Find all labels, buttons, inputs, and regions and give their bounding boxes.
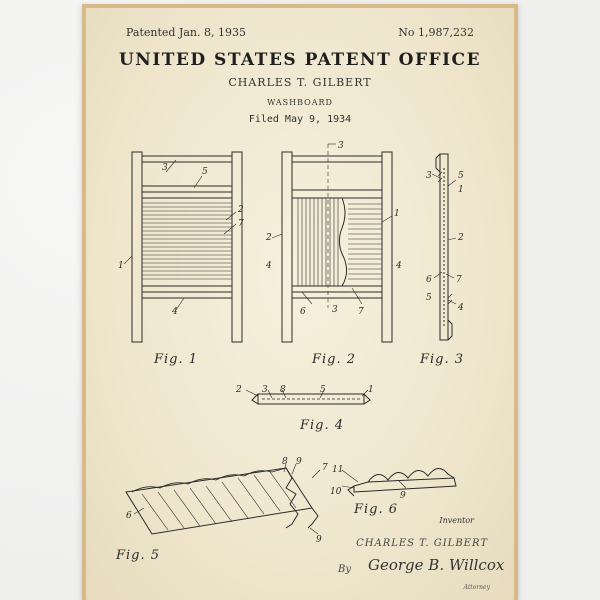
- ref-numeral: 4: [458, 303, 464, 313]
- inventor-heading: CHARLES T. GILBERT: [228, 76, 372, 89]
- ref-numeral: 6: [300, 307, 306, 317]
- ref-numeral: 8: [280, 385, 286, 395]
- ref-numeral: 7: [456, 275, 462, 285]
- fig4-label: Fig. 4: [300, 418, 345, 433]
- ref-numeral: 7: [238, 219, 244, 229]
- inventor-label: Inventor: [439, 516, 474, 525]
- ref-numeral: 7: [322, 463, 328, 473]
- ref-numeral: 3: [338, 141, 344, 151]
- ref-numeral: 8: [282, 457, 288, 467]
- ref-numeral: 4: [172, 307, 178, 317]
- ref-numeral: 3: [332, 305, 338, 315]
- fig1-label: Fig. 1: [154, 352, 199, 367]
- office-title: UNITED STATES PATENT OFFICE: [118, 50, 482, 70]
- invention-title: WASHBOARD: [267, 98, 333, 107]
- ref-numeral: 10: [330, 487, 342, 497]
- ref-numeral: 1: [458, 185, 464, 195]
- ref-numeral: 11: [332, 465, 344, 475]
- ref-numeral: 5: [426, 293, 432, 303]
- fig6-label: Fig. 6: [354, 502, 399, 517]
- ref-numeral: 2: [236, 385, 242, 395]
- ref-numeral: 9: [316, 535, 322, 545]
- ref-numeral: 9: [296, 457, 302, 467]
- fig1-washboard-front: [132, 152, 242, 342]
- fig2-label: Fig. 2: [312, 352, 357, 367]
- fig5-corrugated-sheet: [126, 468, 318, 534]
- ref-numeral: 4: [266, 261, 272, 271]
- ref-numeral: 5: [320, 385, 326, 395]
- fig3-side-view: [436, 154, 452, 340]
- ref-numeral: 3: [162, 163, 168, 173]
- ref-numeral: 1: [394, 209, 400, 219]
- ref-numeral: 5: [202, 167, 208, 177]
- ref-numeral: 6: [426, 275, 432, 285]
- ref-numeral: 3: [426, 171, 432, 181]
- ref-numeral: 5: [458, 171, 464, 181]
- by-label: By: [338, 564, 351, 575]
- ref-numeral: 2: [458, 233, 464, 243]
- attorney-label: Attorney: [463, 584, 490, 591]
- ref-numeral: 2: [238, 205, 244, 215]
- fig3-label: Fig. 3: [420, 352, 465, 367]
- ref-numeral: 6: [126, 511, 132, 521]
- ref-numeral: 4: [396, 261, 402, 271]
- ref-numeral: 2: [266, 233, 272, 243]
- patent-drawings: [86, 8, 514, 600]
- patent-print: [86, 8, 514, 600]
- fig5-label: Fig. 5: [116, 548, 161, 563]
- picture-frame: [82, 4, 518, 600]
- inventor-name: CHARLES T. GILBERT: [356, 538, 488, 549]
- attorney-signature: George B. Willcox: [368, 556, 505, 574]
- ref-numeral: 1: [368, 385, 374, 395]
- ref-numeral: 7: [358, 307, 364, 317]
- filed-date: Filed May 9, 1934: [248, 114, 352, 125]
- patent-number: No 1,987,232: [398, 26, 474, 39]
- ref-numeral: 9: [400, 491, 406, 501]
- ref-numeral: 1: [118, 261, 124, 271]
- patent-date: Patented Jan. 8, 1935: [126, 26, 246, 39]
- ref-numeral: 3: [262, 385, 268, 395]
- fig4-cross-section: [252, 394, 370, 404]
